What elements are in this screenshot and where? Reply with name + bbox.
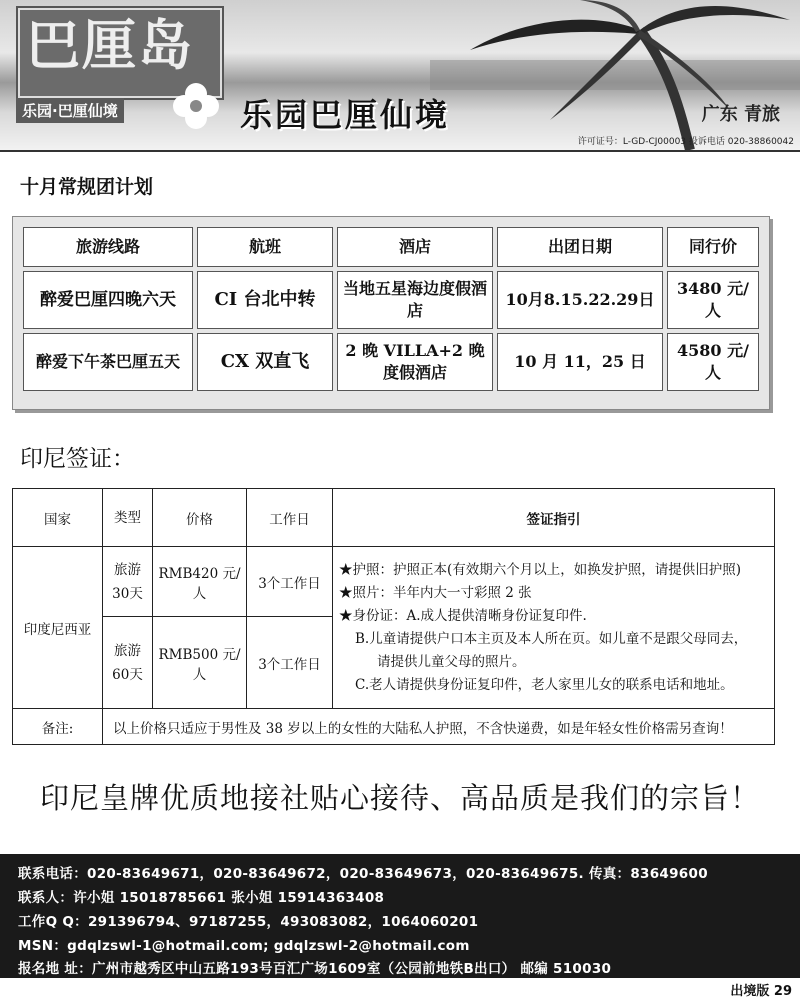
visa-row: [13, 547, 775, 617]
visa-table: [12, 488, 775, 745]
tour-flight: CI 台北中转: [197, 271, 333, 329]
guide-photo: ★照片：半年内大一寸彩照 2 张: [339, 584, 532, 601]
guide-passport: ★护照：护照正本(有效期六个月以上，如换发护照，请提供旧护照): [339, 561, 742, 578]
header-workdays: 工作日: [247, 489, 333, 547]
visa-header-row: [13, 489, 775, 547]
visa-guide: [333, 547, 775, 709]
visa-price: RMB500 元/人: [153, 617, 247, 709]
visa-workdays: 3个工作日: [247, 547, 333, 617]
page-label: 出境版 29: [730, 984, 792, 999]
visa-price: RMB420 元/人: [153, 547, 247, 617]
header-banner: [0, 0, 800, 152]
visa-workdays: 3个工作日: [247, 617, 333, 709]
header-guide: 签证指引: [333, 489, 775, 547]
tour-route: 醉爱下午茶巴厘五天: [23, 333, 193, 391]
visa-type: 旅游30天: [103, 547, 153, 617]
contact-qq: 工作Q Q：291396794、97187255，493083082，1064060201: [18, 914, 479, 930]
header-price: 价格: [153, 489, 247, 547]
header-price: 同行价: [667, 227, 759, 267]
tour-departure: 10月8.15.22.29日: [497, 271, 663, 329]
visa-title: 印尼签证：: [20, 446, 135, 472]
banner-title: 乐园巴厘仙境: [240, 96, 451, 134]
contact-persons: 联系人：许小姐 15018785661 张小姐 15914363408: [18, 890, 385, 906]
brand-name: 广东 青旅: [701, 104, 780, 125]
contact-address: 报名地 址：广州市越秀区中山五路193号百汇广场1609室（公园前地铁B出口） 邮编 510030: [18, 961, 612, 977]
header-flight: 航班: [197, 227, 333, 267]
tour-price: 3480 元/人: [667, 271, 759, 329]
plan-title: 十月常规团计划: [20, 176, 154, 198]
header-departure: 出团日期: [497, 227, 663, 267]
note-label: 备注:: [13, 709, 103, 745]
guide-id-child-cont: 请提供儿童父母的照片。: [377, 653, 526, 670]
flower-icon: [170, 80, 222, 132]
tour-route: 醉爱巴厘四晚六天: [23, 271, 193, 329]
contact-msn: MSN：gdqlzswl-1@hotmail.com; gdqlzswl-2@hotmail.com: [18, 938, 470, 954]
guide-id-adult: ★身份证：A.成人提供清晰身份证复印件.: [339, 607, 587, 624]
header-route: 旅游线路: [23, 227, 193, 267]
tour-hotel: 当地五星海边度假酒店: [337, 271, 493, 329]
tour-price: 4580 元/人: [667, 333, 759, 391]
visa-type: 旅游60天: [103, 617, 153, 709]
tour-hotel: 2 晚 VILLA+2 晚度假酒店: [337, 333, 493, 391]
palm-tree-image: [430, 0, 800, 150]
visa-country: 印度尼西亚: [13, 547, 103, 709]
license-text: 许可证号：L-GD-CJ00003 投诉电话 020-38860042: [577, 137, 794, 147]
logo-subtitle: 乐园·巴厘仙境: [16, 98, 124, 123]
visa-note-row: [13, 709, 775, 745]
contact-phone: 联系电话：020-83649671，020-83649672，020-83649673，020-83649675. 传真：83649600: [18, 866, 708, 882]
tour-departure: 10 月 11，25 日: [497, 333, 663, 391]
slogan: 印尼皇牌优质地接社贴心接待、高品质是我们的宗旨！: [39, 781, 760, 815]
logo-text: 巴厘岛: [26, 14, 194, 77]
tour-plan-table: [12, 216, 770, 410]
header-hotel: 酒店: [337, 227, 493, 267]
note-text: 以上价格只适应于男性及 38 岁以上的女性的大陆私人护照，不含快递费，如是年轻女性价格需另查询！: [103, 709, 775, 745]
guide-id-child: B.儿童请提供户口本主页及本人所在页。如儿童不是跟父母同去，: [355, 630, 748, 647]
header-country: 国家: [13, 489, 103, 547]
contact-footer: [0, 854, 800, 978]
guide-id-elder: C.老人请提供身份证复印件，老人家里儿女的联系电话和地址。: [355, 676, 734, 693]
header-type: 类型: [103, 489, 153, 547]
tour-flight: CX 双直飞: [197, 333, 333, 391]
